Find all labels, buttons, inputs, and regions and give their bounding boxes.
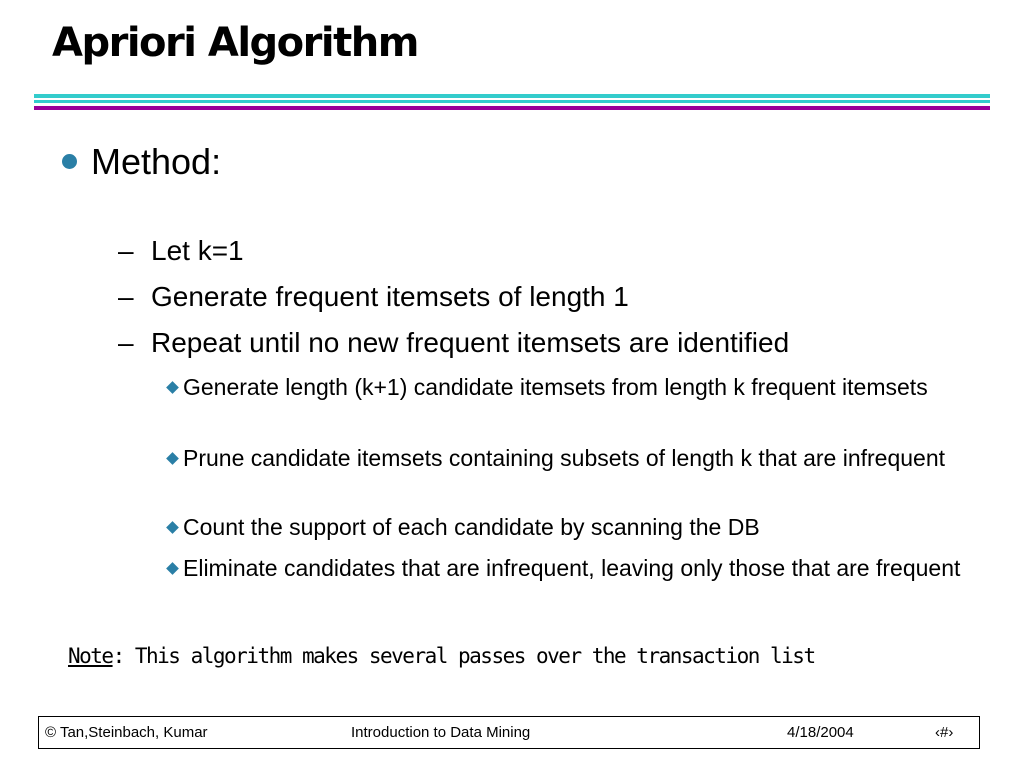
footer-copyright: © Tan,Steinbach, Kumar [45,724,208,741]
substep-text: Prune candidate itemsets containing subsets of length k that are infrequent [183,445,946,471]
note-text: : This algorithm makes several passes over the transaction list [112,644,815,668]
note [68,644,815,668]
substep-text: Count the support of each candidate by scanning the DB [183,514,760,540]
substep-text: Generate length (k+1) candidate itemsets from length k frequent itemsets [183,374,928,400]
slide-title: Apriori Algorithm [52,20,418,66]
title-rule-magenta [34,106,990,110]
step-item [118,279,629,315]
step-text: Repeat until no new frequent itemsets are identified [151,327,790,358]
title-rule-cyan-top [34,94,990,98]
diamond-bullet-icon [166,381,179,394]
step-item [118,233,244,269]
step-text: Let k=1 [151,235,244,266]
step-text: Generate frequent itemsets of length 1 [151,281,629,312]
diamond-bullet-icon [166,562,179,575]
dash-marker: – [118,235,134,266]
footer-page-number: ‹#› [935,724,954,741]
slide-footer [38,716,980,749]
note-label: Note [68,644,113,668]
title-rule-cyan-bottom [34,100,990,103]
footer-date: 4/18/2004 [787,724,854,741]
substep-item [164,372,964,403]
bullet-method [62,138,221,186]
substep-item [164,443,964,474]
dash-marker: – [118,281,134,312]
footer-course: Introduction to Data Mining [351,724,531,741]
diamond-bullet-icon [166,452,179,465]
bullet-method-text: Method: [91,141,222,182]
substep-item [164,553,964,584]
substep-item [164,512,964,543]
dash-marker: – [118,327,134,358]
step-item [118,325,789,361]
diamond-bullet-icon [166,521,179,534]
circle-bullet-icon [62,154,77,169]
substep-text: Eliminate candidates that are infrequent, leaving only those that are frequent [183,555,961,581]
